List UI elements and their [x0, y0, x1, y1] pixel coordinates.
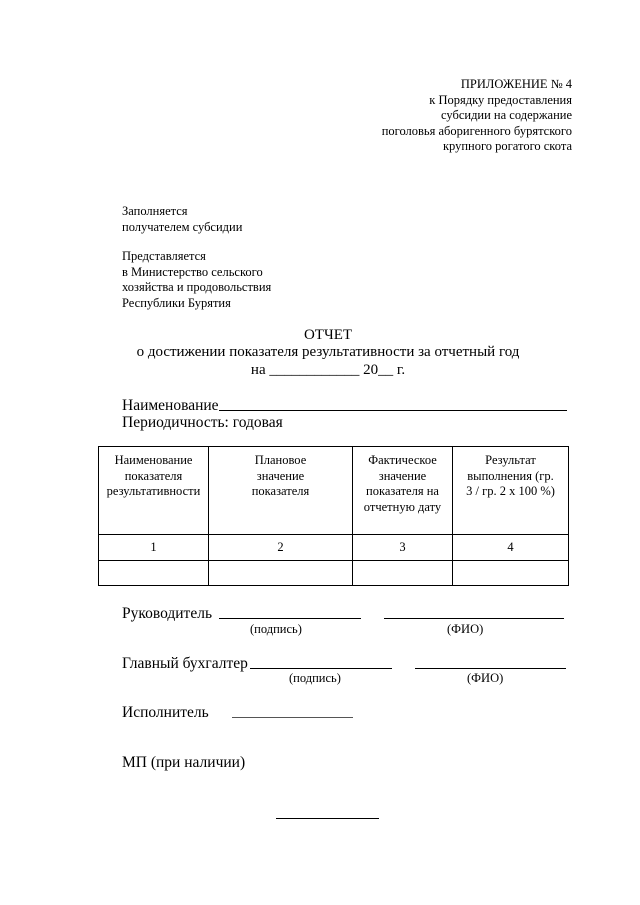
periodicity-text: Периодичность: годовая: [122, 414, 283, 431]
table-header-cell: [209, 447, 353, 535]
table-data-cell[interactable]: [209, 561, 353, 586]
table-number-cell: 3: [353, 535, 453, 561]
head-signature-caption: (подпись): [250, 622, 302, 636]
table-data-cell[interactable]: [99, 561, 209, 586]
appendix-line: крупного рогатого скота: [442, 139, 572, 153]
report-subtitle: о достижении показателя результативности за отчетный год: [136, 344, 520, 360]
bottom-line: [276, 818, 379, 819]
name-input-line[interactable]: [219, 410, 567, 411]
table-header-text: Результат выполнения (гр. 3 / гр. 2 x 100 %): [466, 453, 555, 498]
table-data-cell[interactable]: [453, 561, 569, 586]
table-header-row: [99, 447, 569, 535]
report-table: [98, 446, 569, 586]
appendix-line: к Порядку предоставления: [429, 92, 572, 107]
executor-line[interactable]: [232, 717, 353, 718]
table-number-row: [99, 535, 569, 561]
appendix-block: [272, 77, 572, 155]
head-signature-line[interactable]: [219, 618, 361, 619]
head-fio-caption: (ФИО): [447, 622, 484, 636]
table-header-text: Плановое значение показателя: [251, 453, 310, 498]
report-title: ОТЧЕТ: [303, 327, 353, 343]
table-data-row: [99, 561, 569, 586]
submitted-to-line: хозяйства и продовольствия: [122, 280, 272, 294]
executor-label: Исполнитель: [122, 704, 209, 721]
head-label: Руководитель: [122, 605, 213, 622]
head-fio-line[interactable]: [384, 618, 564, 619]
stamp-label: МП (при наличии): [122, 754, 246, 771]
table-header-text: Фактическое значение показателя на отчетную дату: [363, 453, 442, 514]
accountant-fio-caption: (ФИО): [467, 671, 504, 685]
filled-by-line: Заполняется: [122, 204, 188, 218]
accountant-fio-line[interactable]: [415, 668, 566, 669]
table-header-cell: [353, 447, 453, 535]
table-number-cell: 1: [99, 535, 209, 561]
submitted-to-line: Представляется: [122, 249, 206, 263]
filled-by-line: получателем субсидии: [122, 219, 243, 234]
appendix-line: поголовья аборигенного бурятского: [381, 123, 572, 138]
table-number-cell: 4: [453, 535, 569, 561]
name-label: Наименование: [122, 397, 219, 414]
appendix-line: субсидии на содержание: [441, 108, 572, 122]
table-data-cell[interactable]: [353, 561, 453, 586]
report-date-line: на ____________ 20__ г.: [250, 362, 406, 378]
submitted-to-block: [122, 249, 271, 311]
chief-accountant-label: Главный бухгалтер: [122, 655, 248, 672]
accountant-signature-caption: (подпись): [289, 671, 341, 685]
submitted-to-line: в Министерство сельского: [122, 264, 263, 279]
filled-by-block: [122, 204, 242, 235]
accountant-signature-line[interactable]: [250, 668, 392, 669]
appendix-title: ПРИЛОЖЕНИЕ № 4: [460, 77, 572, 91]
submitted-to-line: Республики Бурятия: [122, 295, 231, 310]
table-number-cell: 2: [209, 535, 353, 561]
table-header-cell: [453, 447, 569, 535]
table-header-cell: Наименование показателя результативности: [99, 447, 209, 535]
